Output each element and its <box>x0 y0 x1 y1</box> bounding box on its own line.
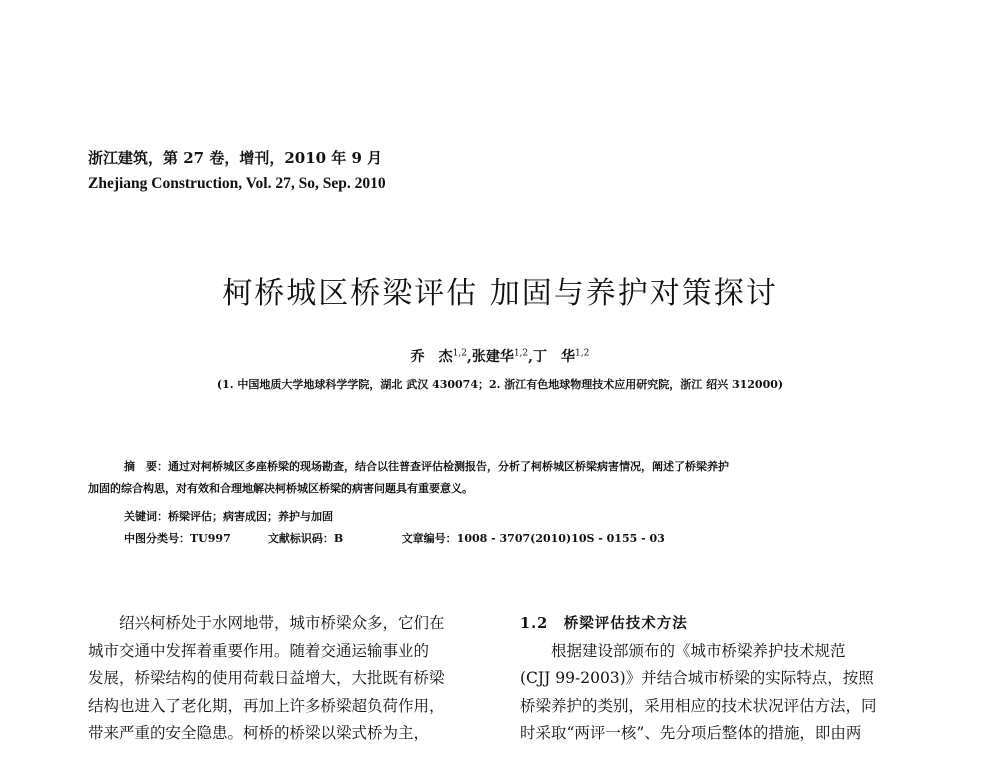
body-line: 发展，桥梁结构的使用荷载日益增大，大批既有桥梁 <box>88 669 445 687</box>
body-left-column <box>88 610 480 748</box>
journal-cn: 浙江建筑，第 27 卷，增刊，2010 年 9 月 <box>88 149 383 167</box>
author-affil-sup: 1,2 <box>575 348 590 359</box>
body-line: 时采取“两评一核”、先分项后整体的措施，即由两 <box>520 724 862 742</box>
author-name: 乔 杰 <box>410 349 453 365</box>
author-name: 张建华 <box>471 349 514 365</box>
abstract-line: 摘 要：通过对柯桥城区多座桥梁的现场勘查，结合以往普查评估检测报告，分析了柯桥城区桥梁病害情况，阐述了桥梁养护 <box>124 460 729 473</box>
journal-en: Zhejiang Construction, Vol. 27, So, Sep. 2010 <box>88 175 386 192</box>
body-line: 带来严重的安全隐患。柯桥的桥梁以梁式桥为主， <box>88 724 430 742</box>
paper-title: 柯桥城区桥梁评估 加固与养护对策探讨 <box>222 276 778 311</box>
body-line: 绍兴柯桥处于水网地带，城市桥梁众多，它们在 <box>119 614 445 632</box>
author-name: 丁 华 <box>533 349 576 365</box>
body-line: 城市交通中发挥着重要作用。随着交通运输事业的 <box>88 641 430 660</box>
section-heading: 1.2 桥梁评估技术方法 <box>520 615 688 632</box>
body-line: 桥梁养护的类别，采用相应的技术状况评估方法，同 <box>520 696 877 715</box>
article-number: 文章编号：1008 - 3707(2010)10S - 0155 - 03 <box>401 532 665 545</box>
author-list: 乔 杰$^{1,2}$,张建华$^{1,2}$,丁 华$^{1,2}$ <box>410 348 590 365</box>
body-line: (CJJ 99-2003)》并结合城市桥梁的实际特点，按照 <box>520 669 874 687</box>
body-line: 根据建设部颁布的《城市桥梁养护技术规范 <box>551 641 846 660</box>
author-affil-sup: 1,2 <box>452 348 467 359</box>
abstract-line: 加固的综合构思，对有效和合理地解决柯桥城区桥梁的病害问题具有重要意义。 <box>88 482 473 495</box>
body-right-column <box>520 610 912 748</box>
affiliation: (1. 中国地质大学地球科学学院，湖北 武汉 430074；2. 浙江有色地球物理技术应用研究院，浙江 绍兴 312000) <box>216 378 784 391</box>
classification-line <box>124 530 884 546</box>
abstract <box>88 456 884 500</box>
clc-number: 中图分类号：TU997 <box>124 532 231 545</box>
body-line: 结构也进入了老化期，再加上许多桥梁超负荷作用， <box>88 696 445 715</box>
keywords: 关键词：桥梁评估；病害成因；养护与加固 <box>124 510 333 523</box>
document-code: 文献标识码：B <box>267 532 344 545</box>
journal-header <box>88 146 386 196</box>
author-affil-sup: 1,2 <box>513 348 529 359</box>
